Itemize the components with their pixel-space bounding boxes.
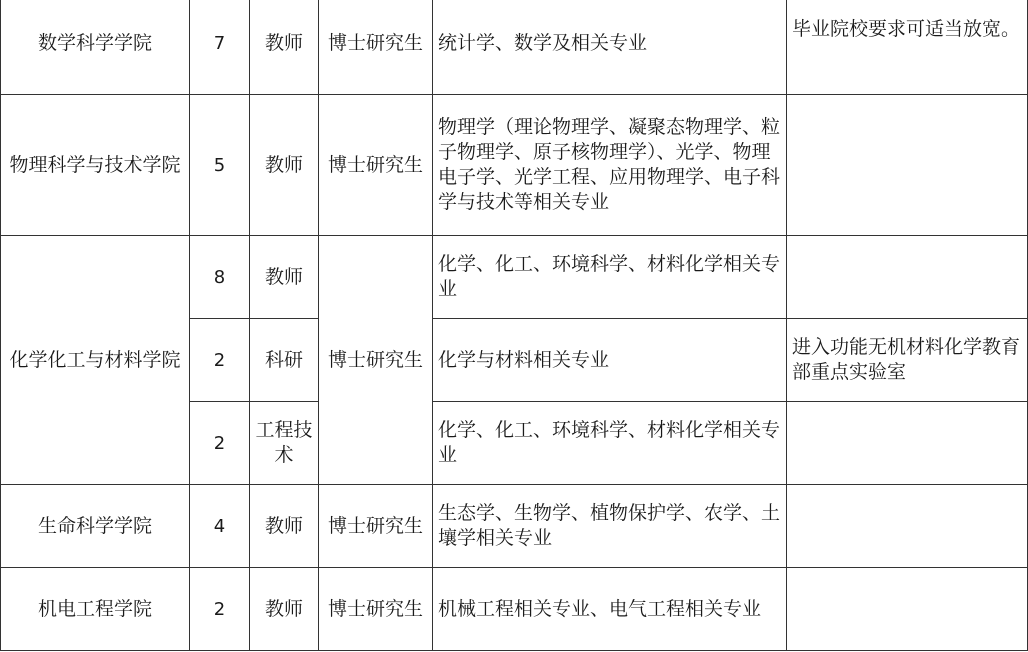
college-cell: 化学化工与材料学院 [1, 236, 190, 485]
degree-cell: 博士研究生 [319, 568, 433, 651]
table-row [1, 568, 1028, 651]
degree-cell: 博士研究生 [319, 95, 433, 236]
degree-cell: 博士研究生 [319, 0, 433, 95]
table-row [1, 0, 1028, 95]
count-cell: 5 [190, 95, 250, 236]
count-cell: 2 [190, 402, 250, 485]
college-cell: 生命科学学院 [1, 485, 190, 568]
note-cell [787, 95, 1028, 236]
college-cell: 数学科学学院 [1, 0, 190, 95]
major-cell: 机械工程相关专业、电气工程相关专业 [433, 568, 787, 651]
note-cell [787, 568, 1028, 651]
degree-cell: 博士研究生 [319, 485, 433, 568]
position-cell: 教师 [250, 95, 319, 236]
major-cell: 生态学、生物学、植物保护学、农学、土壤学相关专业 [433, 485, 787, 568]
count-cell: 2 [190, 568, 250, 651]
position-cell: 科研 [250, 319, 319, 402]
table-row [1, 485, 1028, 568]
major-cell: 化学与材料相关专业 [433, 319, 787, 402]
major-cell: 物理学（理论物理学、凝聚态物理学、粒子物理学、原子核物理学）、光学、物理电子学、光学工程、应用物理学、电子科学与技术等相关专业 [433, 95, 787, 236]
college-cell: 物理科学与技术学院 [1, 95, 190, 236]
position-cell: 教师 [250, 236, 319, 319]
degree-cell: 博士研究生 [319, 236, 433, 485]
major-cell: 化学、化工、环境科学、材料化学相关专业 [433, 402, 787, 485]
note-cell [787, 236, 1028, 319]
position-cell: 教师 [250, 568, 319, 651]
note-cell [787, 485, 1028, 568]
college-cell: 机电工程学院 [1, 568, 190, 651]
table-row [1, 236, 1028, 319]
table-row [1, 95, 1028, 236]
note-cell [787, 402, 1028, 485]
count-cell: 7 [190, 0, 250, 95]
count-cell: 4 [190, 485, 250, 568]
position-cell: 工程技术 [250, 402, 319, 485]
note-cell: 进入功能无机材料化学教育部重点实验室 [787, 319, 1028, 402]
major-cell: 统计学、数学及相关专业 [433, 0, 787, 95]
position-cell: 教师 [250, 485, 319, 568]
count-cell: 2 [190, 319, 250, 402]
position-cell: 教师 [250, 0, 319, 95]
major-cell: 化学、化工、环境科学、材料化学相关专业 [433, 236, 787, 319]
note-cell: 毕业院校要求可适当放宽。 [787, 0, 1028, 95]
count-cell: 8 [190, 236, 250, 319]
